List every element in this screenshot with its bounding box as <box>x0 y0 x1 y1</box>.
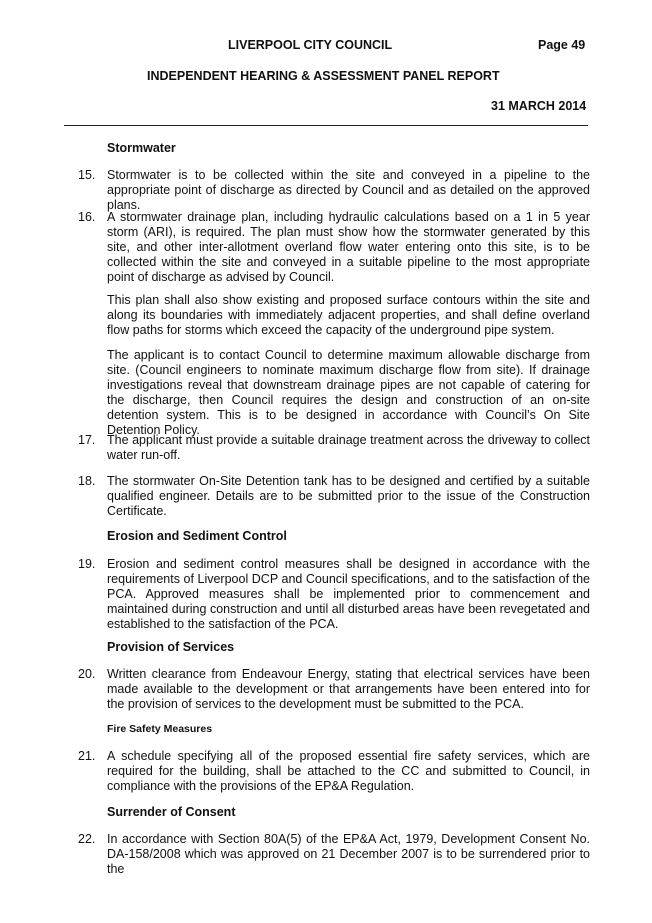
condition-number: 17. <box>78 433 96 447</box>
condition-text: Stormwater is to be collected within the site and conveyed in a pipeline to the appropriate point of discharge as directed by Council and as detailed on the approved plans. <box>107 168 590 212</box>
section-heading-services: Provision of Services <box>107 640 235 654</box>
condition-text: Erosion and sediment control measures shall be designed in accordance with the requirements of Liverpool DCP and Council specifications, and to the satisfaction of the PCA. Approved measures shall be implemented prior to commencement and maintained during construction and until all disturbed areas have been revegetated and established to the satisfaction of the PCA. <box>107 557 590 631</box>
section-heading-surrender: Surrender of Consent <box>107 805 236 819</box>
section-heading-erosion: Erosion and Sediment Control <box>107 529 287 543</box>
condition-text: A stormwater drainage plan, including hydraulic calculations based on a 1 in 5 year storm (ARI), is required. The plan must show how the stormwater generated by this site, and other inter-allotment overland flow water entering onto this site, is to be collected within the site and conveyed in a suitable pipeline to the most appropriate point of discharge as advised by Council. <box>107 210 590 284</box>
condition-number: 22. <box>78 832 96 846</box>
condition-text: The stormwater On-Site Detention tank has to be designed and certified by a suitable qualified engineer. Details are to be submitted prior to the issue of the Construction Certificate. <box>107 474 590 518</box>
condition-text: This plan shall also show existing and proposed surface contours within the site and along its boundaries with immediately adjacent properties, and shall define overland flow paths for storms which exceed the capacity of the underground pipe system. <box>107 293 590 337</box>
condition-number: 21. <box>78 749 96 763</box>
section-heading-fire-safety: Fire Safety Measures <box>107 723 213 735</box>
condition-text: The applicant must provide a suitable drainage treatment across the driveway to collect water run-off. <box>107 433 590 462</box>
page-number: Page 49 <box>538 38 586 52</box>
condition-number: 16. <box>78 210 96 224</box>
condition-number: 15. <box>78 168 96 182</box>
report-date: 31 MARCH 2014 <box>491 99 587 113</box>
council-name: LIVERPOOL CITY COUNCIL <box>228 38 393 52</box>
condition-number: 20. <box>78 667 96 681</box>
condition-number: 19. <box>78 557 96 571</box>
report-title: INDEPENDENT HEARING & ASSESSMENT PANEL REPORT <box>147 69 500 83</box>
condition-text: Written clearance from Endeavour Energy, stating that electrical services have been made available to the development or that arrangements have been entered into for the provision of services to the development must be submitted to the PCA. <box>107 667 590 711</box>
header-divider <box>64 125 588 126</box>
condition-text: In accordance with Section 80A(5) of the EP&A Act, 1979, Development Consent No. DA-158/2008 which was approved on 21 December 2007 is to be surrendered prior to the <box>107 832 590 876</box>
section-heading-stormwater: Stormwater <box>107 141 176 155</box>
condition-text: A schedule specifying all of the proposed essential fire safety services, which are required for the building, shall be attached to the CC and submitted to Council, in compliance with the provisions of the EP&A Regulation. <box>107 749 590 793</box>
condition-number: 18. <box>78 474 96 488</box>
condition-text: The applicant is to contact Council to determine maximum allowable discharge from site. (Council engineers to nominate maximum discharge flow from site). If drainage investigations reveal that downstream drainage pipes are not capable of catering for the discharge, then Council requires the design and construction of an on-site detention system. This is to be designed in accordance with Council’s On Site Detention Policy. <box>107 348 590 437</box>
